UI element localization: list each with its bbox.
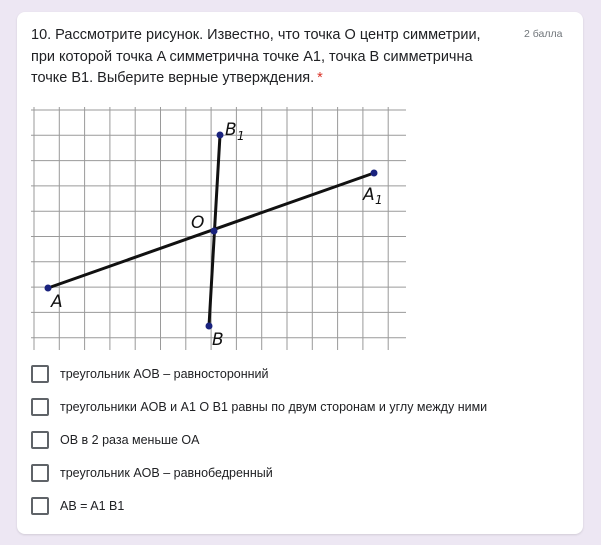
option-1-checkbox[interactable] [31,365,49,383]
options-list [31,357,487,522]
option-3-label: OB в 2 раза меньше OA [60,432,200,447]
option-4-label: треугольник AOB – равнобедренный [60,465,273,480]
point-b [206,323,213,330]
point-o [211,228,218,235]
option-4[interactable] [31,456,487,489]
option-3[interactable] [31,423,487,456]
option-4-checkbox[interactable] [31,464,49,482]
option-3-checkbox[interactable] [31,431,49,449]
option-2[interactable] [31,390,487,423]
label-b1-subscript: 1 [237,129,245,143]
option-5[interactable] [31,489,487,522]
option-5-checkbox[interactable] [31,497,49,515]
label-b: B [212,330,224,350]
points-label: 2 балла [524,28,563,40]
label-a1: A [363,185,375,205]
option-2-checkbox[interactable] [31,398,49,416]
required-asterisk: * [317,70,323,86]
point-a [45,285,52,292]
question-text: 10. Рассмотрите рисунок. Известно, что точка O центр симметрии, при которой точка A симметрична точке A1, точка B симметрична точке B1. Выберите верные утверждения. [31,27,481,86]
geometry-figure [31,107,406,350]
point-a1 [371,170,378,177]
option-5-label: AB = A1 B1 [60,498,125,513]
label-o: O [191,213,205,233]
point-b1 [217,132,224,139]
question-card [17,12,583,534]
label-b1: B [225,120,237,140]
option-2-label: треугольники AOB и A1 O B1 равны по двум сторонам и углу между ними [60,399,488,414]
option-1-label: треугольник AOB – равносторонний [60,366,269,381]
question-header [31,25,501,90]
label-a1-subscript: 1 [375,193,383,207]
label-a: A [51,292,63,312]
option-1[interactable] [31,357,487,390]
